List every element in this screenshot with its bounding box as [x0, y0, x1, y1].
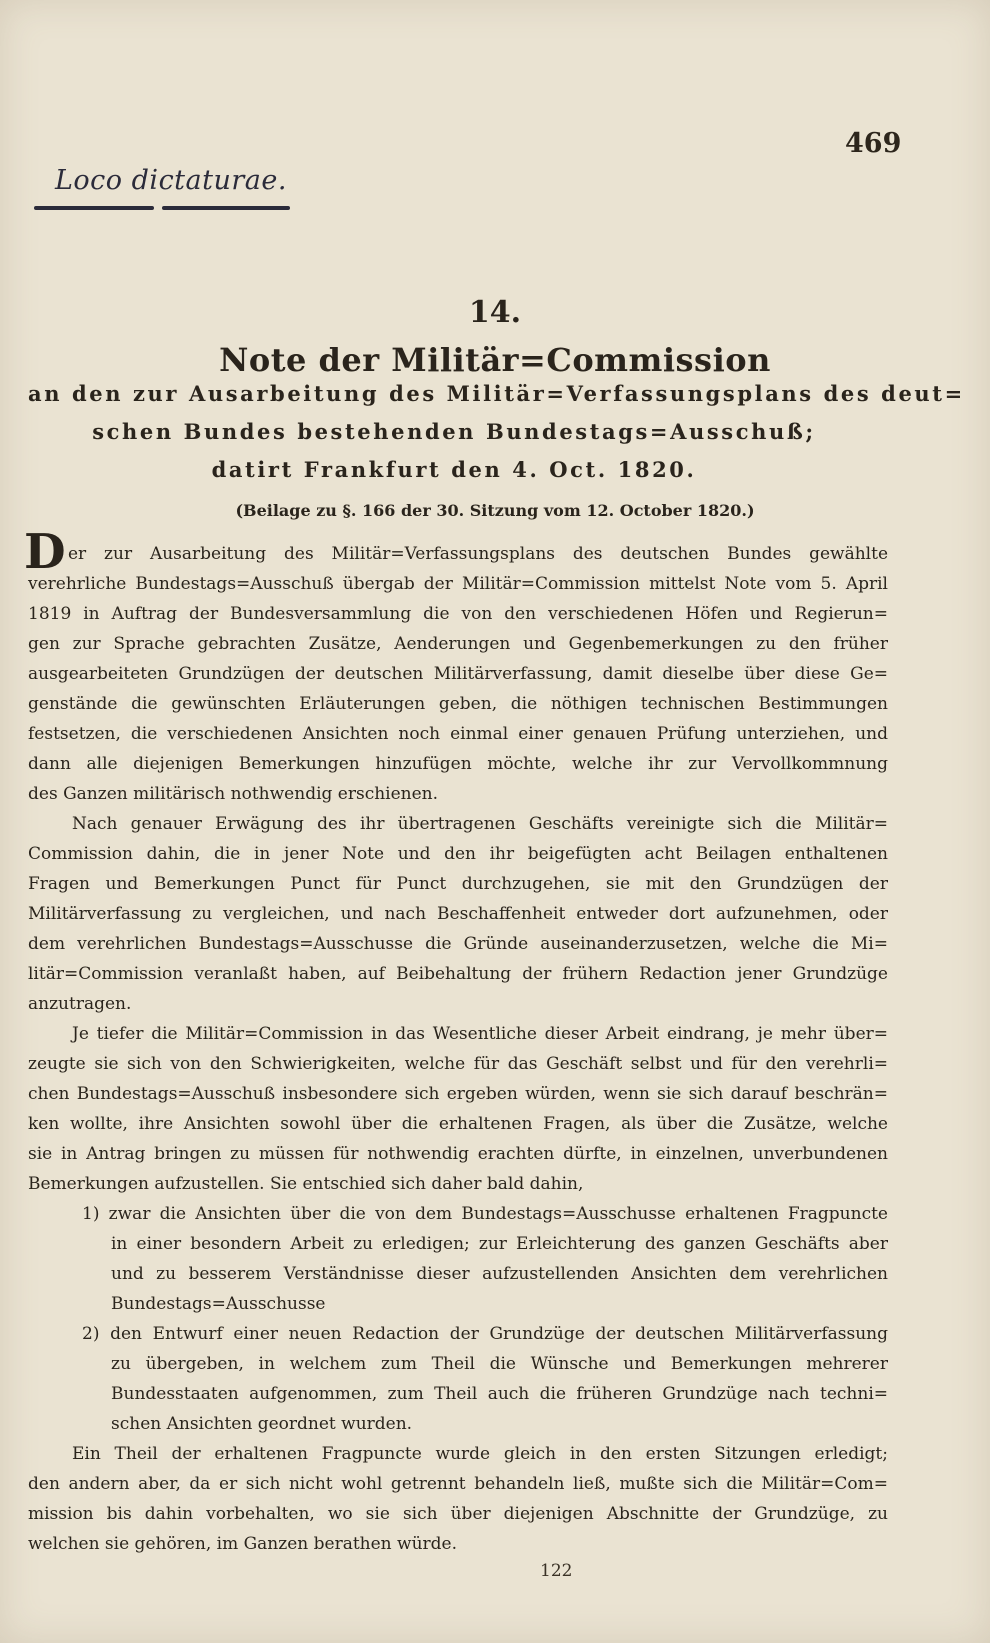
text-line: Ein Theil der erhaltenen Fragpuncte wurde gleich in den ersten Sitzungen erledigt; [72, 1444, 888, 1464]
handwritten-underline [162, 206, 290, 210]
text-line: und zu besserem Verständnisse dieser aufzustellenden Ansichten dem verehrlichen [111, 1264, 888, 1284]
page-number: 469 [845, 128, 902, 159]
text-line: ausgearbeiteten Grundzügen der deutschen Militärverfassung, damit dieselbe über diese Ge= [28, 664, 888, 684]
text-line: schen Ansichten geordnet wurden. [111, 1414, 413, 1434]
document-title: Note der Militär=Commission [219, 341, 771, 379]
subtitle-line: schen Bundes bestehenden Bundestags=Ausschuß; [92, 419, 816, 444]
text-line: des Ganzen militärisch nothwendig erschienen. [28, 784, 439, 804]
text-line: er zur Ausarbeitung des Militär=Verfassungsplans des deutschen Bundes gewählte [68, 544, 888, 564]
text-line: Nach genauer Erwägung des ihr übertragenen Geschäfts vereinigte sich die Militär= [72, 814, 888, 834]
document-number: 14. [468, 295, 522, 330]
text-line: Bundesstaaten aufgenommen, zum Theil auch die früheren Grundzüge nach techni= [111, 1384, 888, 1404]
supplement-note: (Beilage zu §. 166 der 30. Sitzung vom 12. October 1820.) [235, 501, 755, 520]
text-line: Je tiefer die Militär=Commission in das Wesentliche dieser Arbeit eindrang, je mehr über= [72, 1024, 888, 1044]
text-line: anzutragen. [28, 994, 132, 1014]
text-line: dem verehrlichen Bundestags=Ausschusse die Gründe auseinanderzusetzen, welche die Mi= [28, 934, 888, 954]
text-line: ken wollte, ihre Ansichten sowohl über die erhaltenen Fragen, als über die Zusätze, welche [28, 1114, 888, 1134]
text-line: Bundestags=Ausschusse [111, 1294, 326, 1314]
text-line: Bemerkungen aufzustellen. Sie entschied sich daher bald dahin, [28, 1174, 584, 1194]
text-line: genstände die gewünschten Erläuterungen geben, die nöthigen technischen Bestimmungen [28, 694, 888, 714]
text-line: den andern aber, da er sich nicht wohl getrennt behandeln ließ, mußte sich die Militär=Com= [28, 1474, 888, 1494]
drop-cap: D [24, 524, 66, 580]
subtitle-line: datirt Frankfurt den 4. Oct. 1820. [211, 457, 697, 482]
text-line: Fragen und Bemerkungen Punct für Punct durchzugehen, sie mit den Grundzügen der [28, 874, 888, 894]
text-line: verehrliche Bundestags=Ausschuß übergab der Militär=Commission mittelst Note vom 5. April [28, 574, 888, 594]
handwritten-underline [34, 206, 154, 210]
text-line: Commission dahin, die in jener Note und den ihr beigefügten acht Beilagen enthaltenen [28, 844, 888, 864]
list-item: 2) den Entwurf einer neuen Redaction der Grundzüge der deutschen Militärverfassung [82, 1324, 888, 1344]
scan-edge [990, 0, 1000, 1643]
text-line: in einer besondern Arbeit zu erledigen; zur Erleichterung des ganzen Geschäfts aber [111, 1234, 888, 1254]
list-item: 1) zwar die Ansichten über die von dem Bundestags=Ausschusse erhaltenen Fragpuncte [82, 1204, 888, 1224]
text-line: gen zur Sprache gebrachten Zusätze, Aenderungen und Gegenbemerkungen zu den früher [28, 634, 888, 654]
text-line: 1819 in Auftrag der Bundesversammlung die von den verschiedenen Höfen und Regierun= [28, 604, 888, 624]
text-line: festsetzen, die verschiedenen Ansichten noch einmal einer genauen Prüfung unterziehen, und [28, 724, 888, 744]
handwritten-note: Loco dictaturae. [55, 165, 287, 196]
text-line: litär=Commission veranlaßt haben, auf Beibehaltung der frühern Redaction jener Grundzüge [28, 964, 888, 984]
subtitle-line: an den zur Ausarbeitung des Militär=Verfassungsplans des deut= [28, 381, 965, 406]
text-line: welchen sie gehören, im Ganzen berathen würde. [28, 1534, 457, 1554]
text-line: chen Bundestags=Ausschuß insbesondere sich ergeben würden, wenn sie sich darauf beschrän= [28, 1084, 888, 1104]
text-line: zu übergeben, in welchem zum Theil die Wünsche und Bemerkungen mehrerer [111, 1354, 888, 1374]
text-line: dann alle diejenigen Bemerkungen hinzufügen möchte, welche ihr zur Vervollkommnung [28, 754, 888, 774]
text-line: mission bis dahin vorbehalten, wo sie sich über diejenigen Abschnitte der Grundzüge, zu [28, 1504, 888, 1524]
signature-mark: 122 [540, 1561, 573, 1581]
text-line: sie in Antrag bringen zu müssen für nothwendig erachten dürfte, in einzelnen, unverbundenen [28, 1144, 888, 1164]
text-line: zeugte sie sich von den Schwierigkeiten, welche für das Geschäft selbst und für den verehrli= [28, 1054, 888, 1074]
text-line: Militärverfassung zu vergleichen, und nach Beschaffenheit entweder dort aufzunehmen, oder [28, 904, 888, 924]
